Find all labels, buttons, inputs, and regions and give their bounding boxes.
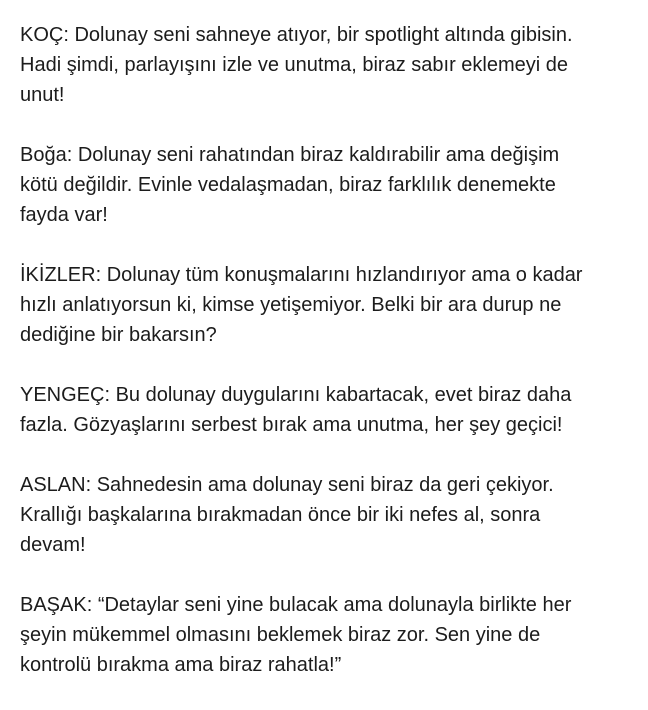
text-line: dediğine bir bakarsın? [20, 324, 217, 346]
text-line: YENGEÇ: Bu dolunay duygularını kabartacak, evet biraz daha [20, 384, 572, 406]
text-line: İKİZLER: Dolunay tüm konuşmalarını hızlandırıyor ama o kadar [20, 264, 583, 286]
text-line: hızlı anlatıyorsun ki, kimse yetişemiyor. Belki bir ara durup ne [20, 294, 562, 316]
text-line: ASLAN: Sahnedesin ama dolunay seni biraz da geri çekiyor. [20, 474, 554, 496]
paragraph-aslan [20, 470, 640, 560]
horoscope-text-body [20, 20, 640, 710]
paragraph-basak [20, 590, 640, 680]
text-line: Boğa: Dolunay seni rahatından biraz kaldırabilir ama değişim [20, 144, 560, 166]
paragraph-yengec [20, 380, 640, 440]
text-line: kontrolü bırakma ama biraz rahatla!” [20, 654, 342, 676]
text-line: Hadi şimdi, parlayışını izle ve unutma, biraz sabır eklemeyi de [20, 54, 569, 76]
paragraph-boga [20, 140, 640, 230]
text-line: devam! [20, 534, 86, 556]
paragraph-ikizler [20, 260, 640, 350]
text-line: fayda var! [20, 204, 108, 226]
paragraph-koc [20, 20, 640, 110]
text-line: fazla. Gözyaşlarını serbest bırak ama unutma, her şey geçici! [20, 414, 563, 436]
text-line: şeyin mükemmel olmasını beklemek biraz zor. Sen yine de [20, 624, 541, 646]
text-line: Krallığı başkalarına bırakmadan önce bir iki nefes al, sonra [20, 504, 541, 526]
text-line: KOÇ: Dolunay seni sahneye atıyor, bir spotlight altında gibisin. [20, 24, 573, 46]
text-line: kötü değildir. Evinle vedalaşmadan, biraz farklılık denemekte [20, 174, 556, 196]
text-line: unut! [20, 84, 65, 106]
text-line: BAŞAK: “Detaylar seni yine bulacak ama dolunayla birlikte her [20, 594, 572, 616]
